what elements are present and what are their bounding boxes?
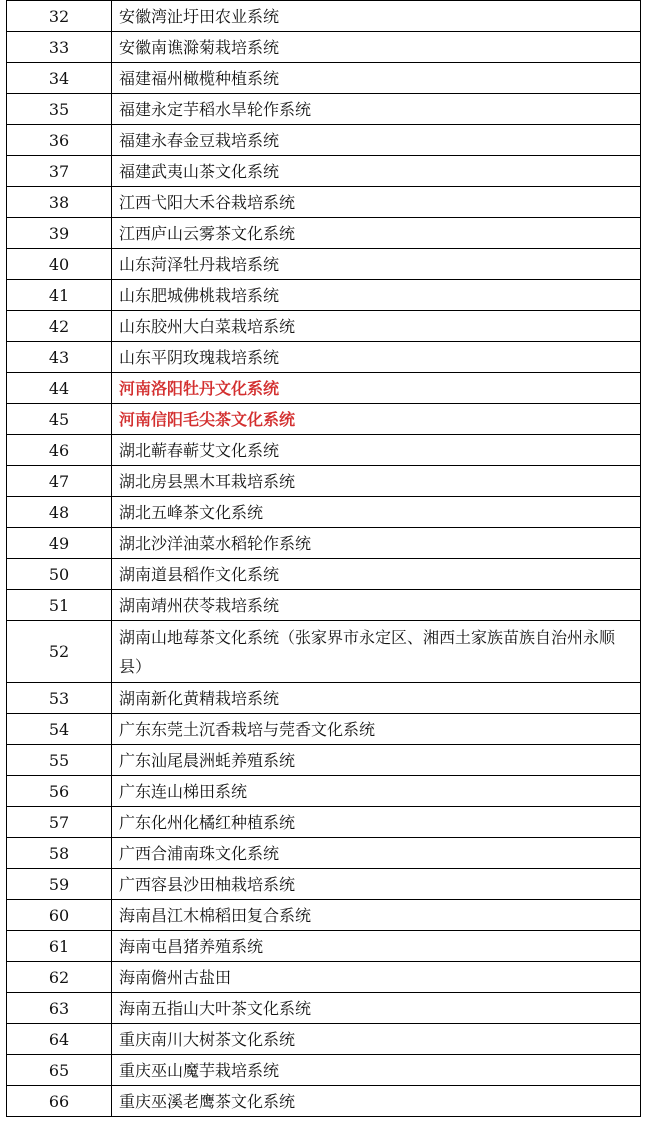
table-row	[7, 590, 641, 621]
table-row	[7, 404, 641, 435]
row-number: 65	[7, 1055, 112, 1086]
system-name: 江西弋阳大禾谷栽培系统	[112, 187, 641, 218]
system-name: 海南昌江木棉稻田复合系统	[112, 900, 641, 931]
row-number: 38	[7, 187, 112, 218]
system-name: 海南儋州古盐田	[112, 962, 641, 993]
table-row	[7, 1, 641, 32]
row-number: 35	[7, 94, 112, 125]
table-row	[7, 1086, 641, 1117]
table-row	[7, 218, 641, 249]
row-number: 56	[7, 776, 112, 807]
table-row	[7, 745, 641, 776]
row-number: 44	[7, 373, 112, 404]
table-row	[7, 249, 641, 280]
table-row	[7, 714, 641, 745]
system-name: 湖南山地莓茶文化系统（张家界市永定区、湘西土家族苗族自治州永顺县）	[112, 621, 641, 683]
row-number: 50	[7, 559, 112, 590]
table-row	[7, 528, 641, 559]
row-number: 41	[7, 280, 112, 311]
row-number: 60	[7, 900, 112, 931]
row-number: 49	[7, 528, 112, 559]
system-name: 重庆巫山魔芋栽培系统	[112, 1055, 641, 1086]
system-name: 安徽南谯滁菊栽培系统	[112, 32, 641, 63]
system-name: 湖南道县稻作文化系统	[112, 559, 641, 590]
table-row	[7, 280, 641, 311]
row-number: 58	[7, 838, 112, 869]
table-row	[7, 32, 641, 63]
table-row	[7, 1055, 641, 1086]
row-number: 37	[7, 156, 112, 187]
row-number: 59	[7, 869, 112, 900]
table-body	[7, 1, 641, 1117]
system-name: 福建福州橄榄种植系统	[112, 63, 641, 94]
row-number: 53	[7, 683, 112, 714]
system-name: 广东东莞土沉香栽培与莞香文化系统	[112, 714, 641, 745]
row-number: 33	[7, 32, 112, 63]
row-number: 48	[7, 497, 112, 528]
row-number: 47	[7, 466, 112, 497]
system-name: 江西庐山云雾茶文化系统	[112, 218, 641, 249]
table-row	[7, 63, 641, 94]
table-row	[7, 373, 641, 404]
system-name: 广西容县沙田柚栽培系统	[112, 869, 641, 900]
system-name: 广东连山梯田系统	[112, 776, 641, 807]
row-number: 32	[7, 1, 112, 32]
system-name: 湖北五峰茶文化系统	[112, 497, 641, 528]
system-name: 广东化州化橘红种植系统	[112, 807, 641, 838]
table-row	[7, 683, 641, 714]
row-number: 39	[7, 218, 112, 249]
table-row	[7, 559, 641, 590]
system-name: 山东菏泽牡丹栽培系统	[112, 249, 641, 280]
system-name: 福建武夷山茶文化系统	[112, 156, 641, 187]
row-number: 51	[7, 590, 112, 621]
table-row	[7, 125, 641, 156]
heritage-list-table	[6, 0, 640, 1117]
table-row	[7, 900, 641, 931]
system-name-highlighted: 河南信阳毛尖茶文化系统	[112, 404, 641, 435]
system-name: 重庆南川大树茶文化系统	[112, 1024, 641, 1055]
row-number: 34	[7, 63, 112, 94]
system-name: 重庆巫溪老鹰茶文化系统	[112, 1086, 641, 1117]
row-number: 36	[7, 125, 112, 156]
system-name: 山东胶州大白菜栽培系统	[112, 311, 641, 342]
table-row	[7, 1024, 641, 1055]
system-name: 安徽湾沚圩田农业系统	[112, 1, 641, 32]
system-name: 福建永春金豆栽培系统	[112, 125, 641, 156]
heritage-table	[6, 0, 641, 1117]
system-name: 山东平阴玫瑰栽培系统	[112, 342, 641, 373]
table-row	[7, 466, 641, 497]
system-name: 广东汕尾晨洲蚝养殖系统	[112, 745, 641, 776]
table-row	[7, 94, 641, 125]
row-number: 62	[7, 962, 112, 993]
row-number: 63	[7, 993, 112, 1024]
table-row	[7, 776, 641, 807]
table-row	[7, 807, 641, 838]
system-name: 福建永定芋稻水旱轮作系统	[112, 94, 641, 125]
system-name-highlighted: 河南洛阳牡丹文化系统	[112, 373, 641, 404]
row-number: 45	[7, 404, 112, 435]
row-number: 57	[7, 807, 112, 838]
row-number: 55	[7, 745, 112, 776]
row-number: 54	[7, 714, 112, 745]
row-number: 61	[7, 931, 112, 962]
system-name: 湖北蕲春蕲艾文化系统	[112, 435, 641, 466]
table-row	[7, 621, 641, 683]
table-row	[7, 435, 641, 466]
row-number: 64	[7, 1024, 112, 1055]
system-name: 湖北房县黑木耳栽培系统	[112, 466, 641, 497]
table-row	[7, 869, 641, 900]
system-name: 湖南新化黄精栽培系统	[112, 683, 641, 714]
system-name: 湖南靖州茯苓栽培系统	[112, 590, 641, 621]
system-name: 湖北沙洋油菜水稻轮作系统	[112, 528, 641, 559]
table-row	[7, 156, 641, 187]
row-number: 42	[7, 311, 112, 342]
table-row	[7, 993, 641, 1024]
system-name: 海南屯昌猪养殖系统	[112, 931, 641, 962]
row-number: 40	[7, 249, 112, 280]
table-row	[7, 342, 641, 373]
table-row	[7, 962, 641, 993]
system-name: 广西合浦南珠文化系统	[112, 838, 641, 869]
table-row	[7, 311, 641, 342]
table-row	[7, 497, 641, 528]
row-number: 43	[7, 342, 112, 373]
system-name: 山东肥城佛桃栽培系统	[112, 280, 641, 311]
row-number: 66	[7, 1086, 112, 1117]
table-row	[7, 838, 641, 869]
table-row	[7, 931, 641, 962]
row-number: 52	[7, 621, 112, 683]
table-row	[7, 187, 641, 218]
row-number: 46	[7, 435, 112, 466]
system-name: 海南五指山大叶茶文化系统	[112, 993, 641, 1024]
